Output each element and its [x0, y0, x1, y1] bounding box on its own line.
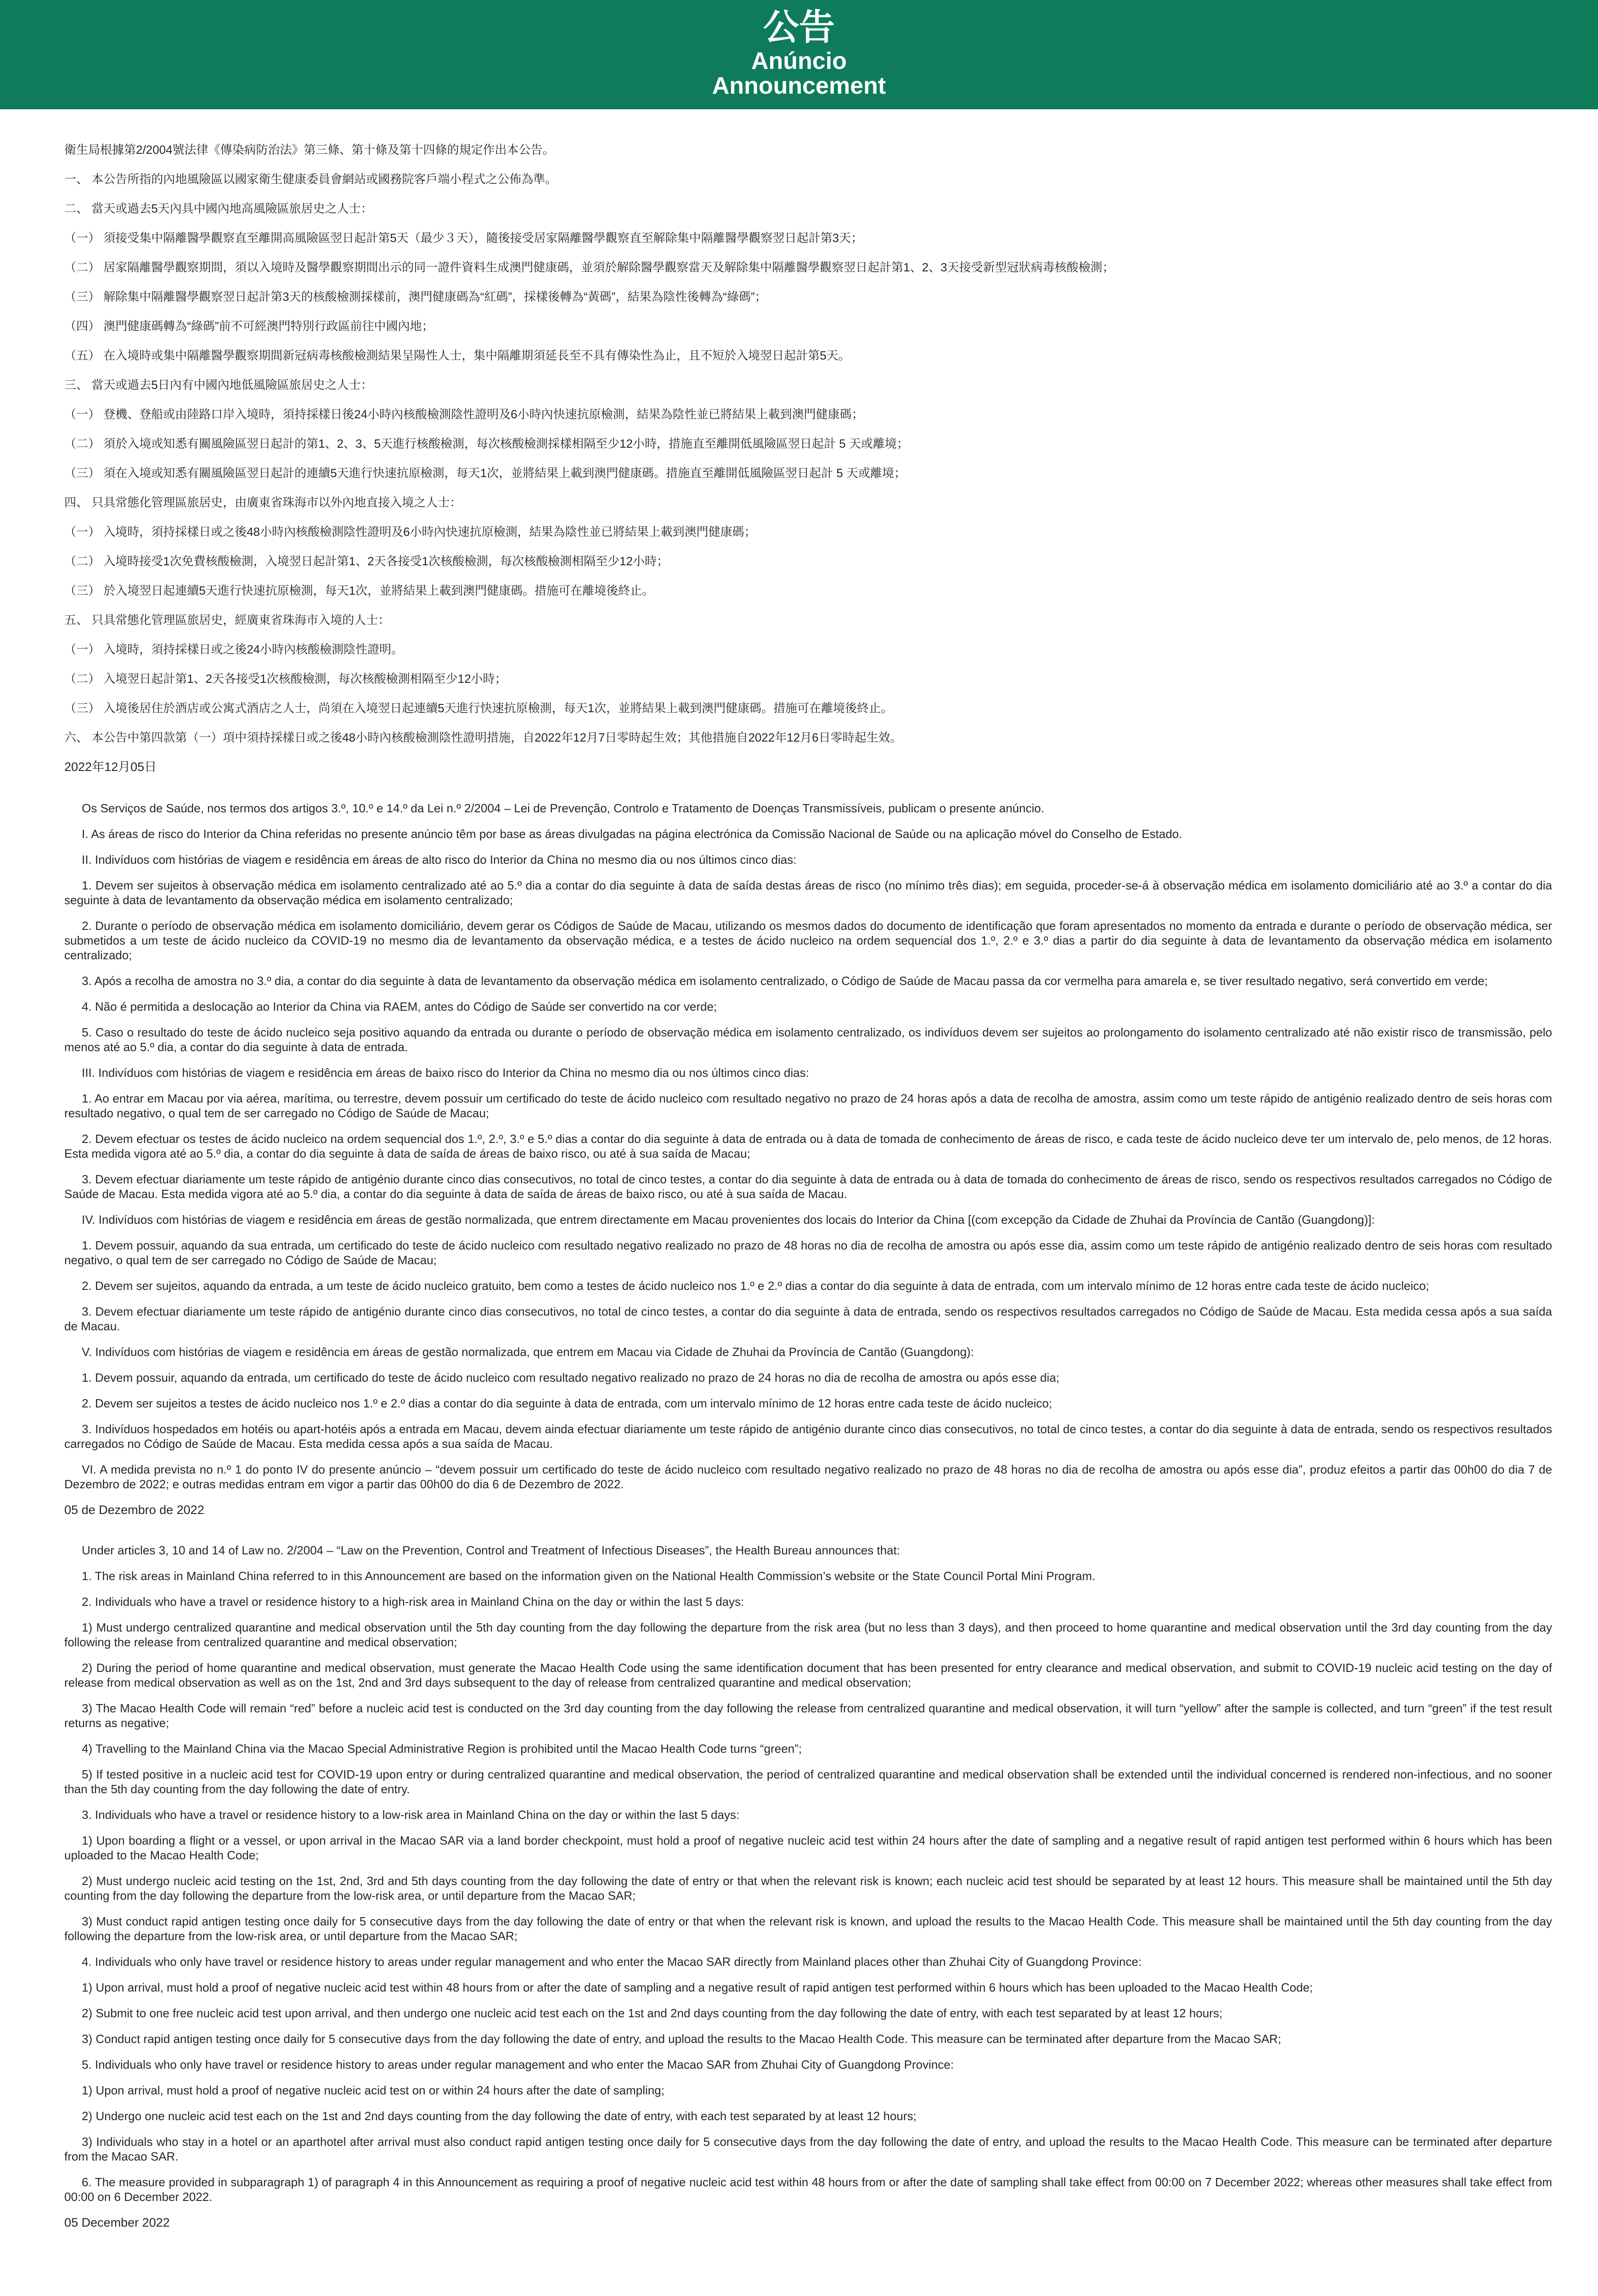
portuguese-paragraph: 5. Caso o resultado do teste de ácido nucleico seja positivo aquando da entrada ou durante o período de observação médica em isolamento centralizado, os indivíduos devem ser sujeitos ao prolongamento do isolamento centralizado até não existir risco de transmissão, pelo menos até ao 5.º dia, a contar do dia seguinte à data de entrada.	[64, 1025, 1552, 1054]
chinese-paragraph: （三） 入境後居住於酒店或公寓式酒店之人士，尚須在入境翌日起連續5天進行快速抗原檢測，每天1次，並將結果上載到澳門健康碼。措施可在離境後終止。	[64, 701, 893, 715]
portuguese-paragraph: 3. Devem efectuar diariamente um teste rápido de antigénio durante cinco dias consecutivos, no total de cinco testes, a contar do dia seguinte à data de entrada, sendo os respectivos resultados carregados no Código de Saúde de Macau. Esta medida cessa após a sua saída de Macau.	[64, 1305, 1552, 1333]
portuguese-paragraph: Os Serviços de Saúde, nos termos dos artigos 3.º, 10.º e 14.º da Lei n.º 2/2004 – Lei de Prevenção, Controlo e Tratamento de Doenças Transmissíveis, publicam o presente anúncio.	[82, 801, 1045, 815]
portuguese-paragraph: I. As áreas de risco do Interior da China referidas no presente anúncio têm por base as áreas divulgadas na página electrónica da Comissão Nacional de Saúde ou na aplicação móvel do Conselho de Estado.	[82, 827, 1182, 841]
title-chinese: 公告	[763, 7, 835, 47]
english-paragraph: 3) Individuals who stay in a hotel or an aparthotel after arrival must also conduct rapid antigen testing once daily for 5 consecutive days from the day following the date of entry, and upload the results to the Macao Health Code. This measure can be terminated after departure from the Macao SAR.	[64, 2135, 1552, 2163]
chinese-paragraph: 六、 本公告中第四款第（一）項中須持採樣日或之後48小時內核酸檢測陰性證明措施，自2022年12月7日零時起生效；其他措施自2022年12月6日零時起生效。	[64, 731, 902, 744]
portuguese-date: 05 de Dezembro de 2022	[64, 1503, 204, 1517]
english-date: 05 December 2022	[64, 2216, 170, 2229]
chinese-paragraph: 衛生局根據第2/2004號法律《傳染病防治法》第三條、第十條及第十四條的規定作出本公告。	[64, 143, 555, 157]
chinese-paragraph: （三） 須在入境或知悉有關風險區翌日起計的連續5天進行快速抗原檢測，每天1次，並將結果上載到澳門健康碼。措施直至離開低風險區翌日起計 5 天或離境；	[64, 466, 906, 480]
chinese-paragraph: （四） 澳門健康碼轉為“綠碼”前不可經澳門特別行政區前往中國內地；	[64, 319, 434, 333]
chinese-paragraph: （二） 入境翌日起計第1、2天各接受1次核酸檢測，每次核酸檢測相隔至少12小時；	[64, 672, 507, 686]
chinese-paragraph: 三、 當天或過去5日內有中國內地低風險區旅居史之人士：	[64, 378, 373, 392]
chinese-paragraph: （二） 居家隔離醫學觀察期間，須以入境時及醫學觀察期間出示的同一證件資料生成澳門健康碼，並須於解除醫學觀察當天及解除集中隔離醫學觀察翌日起計第1、2、3天接受新型冠狀病毒核酸檢測；	[64, 260, 1114, 274]
chinese-paragraph: （二） 入境時接受1次免費核酸檢測，入境翌日起計第1、2天各接受1次核酸檢測，每次核酸檢測相隔至少12小時；	[64, 554, 669, 568]
portuguese-paragraph: V. Indivíduos com histórias de viagem e residência em áreas de gestão normalizada, que entrem em Macau via Cidade de Zhuhai da Província de Cantão (Guangdong):	[82, 1345, 974, 1359]
portuguese-paragraph: 2. Durante o período de observação médica em isolamento domiciliário, devem gerar os Códigos de Saúde de Macau, utilizando os mesmos dados do documento de identificação que foram apresentados no momento da entrada e durante o período de observação médica, ser submetidos a um teste de ácido nucleico da COVID-19 no mesmo dia de levantamento da observação médica, e a testes de ácido nucleico na ordem sequencial dos 1.º, 2.º e 3.º dias a partir do dia seguinte à data de levantamento da observação médica em isolamento centralizado;	[64, 919, 1552, 962]
portuguese-section	[64, 801, 1552, 1517]
english-paragraph: 2) Must undergo nucleic acid testing on the 1st, 2nd, 3rd and 5th days counting from the day following the date of entry or that when the relevant risk is known; each nucleic acid test should be separated by at least 12 hours. This measure shall be maintained until the 5th day counting from the day following the departure from the low-risk area, or until departure from the Macao SAR;	[64, 1874, 1552, 1902]
english-paragraph: 2) During the period of home quarantine and medical observation, must generate the Macao Health Code using the same identification document that has been presented for entry clearance and medical observation, and submit to COVID-19 nucleic acid testing on the day of release from medical observation as well as on the 1st, 2nd and 3rd days subsequent to the day of release from centralized quarantine and medical observation;	[64, 1661, 1552, 1689]
english-paragraph: 5. Individuals who only have travel or residence history to areas under regular management and who enter the Macao SAR from Zhuhai City of Guangdong Province:	[82, 2058, 954, 2071]
announcement-header	[0, 0, 1598, 109]
chinese-paragraph: （三） 解除集中隔離醫學觀察翌日起計第3天的核酸檢測採樣前，澳門健康碼為“紅碼”，採樣後轉為“黃碼”，結果為陰性後轉為“綠碼”；	[64, 290, 767, 304]
chinese-paragraph: （一） 入境時，須持採樣日或之後24小時內核酸檢測陰性證明。	[64, 642, 404, 656]
english-paragraph: 1) Upon arrival, must hold a proof of negative nucleic acid test on or within 24 hours after the date of sampling;	[82, 2083, 664, 2097]
portuguese-paragraph: 4. Não é permitida a deslocação ao Interior da China via RAEM, antes do Código de Saúde ser convertido na cor verde;	[82, 1000, 717, 1013]
chinese-paragraph: （二） 須於入境或知悉有關風險區翌日起計的第1、2、3、5天進行核酸檢測，每次核酸檢測採樣相隔至少12小時，措施直至離開低風險區翌日起計 5 天或離境；	[64, 437, 909, 450]
portuguese-paragraph: 3. Após a recolha de amostra no 3.º dia, a contar do dia seguinte à data de levantamento da observação médica em isolamento centralizado, o Código de Saúde de Macau passa da cor vermelha para amarela e, se tiver resultado negativo, será convertido em verde;	[82, 974, 1488, 988]
chinese-paragraph: 五、 只具常態化管理區旅居史，經廣東省珠海市入境的人士：	[64, 613, 390, 627]
title-portuguese: Anúncio	[751, 48, 847, 74]
portuguese-paragraph: 2. Devem ser sujeitos, aquando da entrada, a um teste de ácido nucleico gratuito, bem como a testes de ácido nucleico nos 1.º e 2.º dias a contar do dia seguinte à data de entrada, com um intervalo mínimo de 12 horas entre cada teste de ácido nucleico;	[82, 1279, 1429, 1293]
portuguese-paragraph: 1. Devem possuir, aquando da sua entrada, um certificado do teste de ácido nucleico com resultado negativo realizado no prazo de 48 horas no dia de recolha de amostra ou após esse dia, assim como um teste rápido de antigénio realizado dentro de seis horas com resultado negativo, o qual tem de ser carregado no Código de Saúde de Macau;	[64, 1238, 1552, 1267]
english-paragraph: Under articles 3, 10 and 14 of Law no. 2/2004 – “Law on the Prevention, Control and Treatment of Infectious Diseases”, the Health Bureau announces that:	[82, 1543, 900, 1557]
chinese-paragraph: （五） 在入境時或集中隔離醫學觀察期間新冠病毒核酸檢測結果呈陽性人士，集中隔離期須延長至不具有傳染性為止，且不短於入境翌日起計第5天。	[64, 349, 850, 362]
chinese-paragraph: 二、 當天或過去5天內具中國內地高風險區旅居史之人士：	[64, 202, 373, 215]
english-paragraph: 3) Conduct rapid antigen testing once daily for 5 consecutive days from the day following the date of entry, and upload the results to the Macao Health Code. This measure can be terminated after departure from the Macao SAR;	[82, 2032, 1282, 2046]
portuguese-paragraph: 3. Indivíduos hospedados em hotéis ou apart-hotéis após a entrada em Macau, devem ainda efectuar diariamente um teste rápido de antigénio durante cinco dias consecutivos, no total de cinco testes, a contar do dia seguinte à data de entrada, sendo os respectivos resultados carregados no Código de Saúde de Macau. Esta medida cessa após a sua saída de Macau.	[64, 1422, 1552, 1451]
english-paragraph: 3) Must conduct rapid antigen testing once daily for 5 consecutive days from the day following the date of entry or that when the relevant risk is known, and upload the results to the Macao Health Code. This measure shall be maintained until the 5th day counting from the day following the departure from the low-risk area, or until departure from the Macao SAR;	[64, 1914, 1552, 1943]
portuguese-paragraph: IV. Indivíduos com histórias de viagem e residência em áreas de gestão normalizada, que entrem directamente em Macau provenientes dos locais do Interior da China [(com excepção da Cidade de Zhuhai da Província de Cantão (Guangdong)]:	[82, 1213, 1375, 1227]
chinese-paragraph: （三） 於入境翌日起連續5天進行快速抗原檢測，每天1次，並將結果上載到澳門健康碼。措施可在離境後終止。	[64, 584, 654, 597]
english-paragraph: 5) If tested positive in a nucleic acid test for COVID-19 upon entry or during centralized quarantine and medical observation, the period of centralized quarantine and medical observation shall be extended until the individual concerned is rendered non-infectious, and no sooner than the 5th day counting from the day following the date of entry.	[64, 1767, 1552, 1796]
announcement-body	[64, 142, 1552, 2256]
chinese-date: 2022年12月05日	[64, 760, 157, 774]
english-paragraph: 1) Must undergo centralized quarantine and medical observation until the 5th day counting from the day following the departure from the risk area (but no less than 3 days), and then proceed to home quarantine and medical observation until the 3rd day counting from the day following the release from centralized quarantine and medical observation;	[64, 1621, 1552, 1649]
english-paragraph: 4. Individuals who only have travel or residence history to areas under regular management and who enter the Macao SAR directly from Mainland places other than Zhuhai City of Guangdong Province:	[82, 1955, 1142, 1969]
english-paragraph: 2) Submit to one free nucleic acid test upon arrival, and then undergo one nucleic acid test each on the 1st and 2nd days counting from the day following the date of entry, with each test separated by at least 12 hours;	[82, 2006, 1223, 2020]
chinese-paragraph: 一、 本公告所指的內地風險區以國家衛生健康委員會網站或國務院客戶端小程式之公佈為準。	[64, 172, 557, 186]
portuguese-paragraph: VI. A medida prevista no n.º 1 do ponto IV do presente anúncio – “devem possuir um certificado do teste de ácido nucleico com resultado negativo realizado no prazo de 48 horas no dia de recolha de amostra ou após esse dia”, produz efeitos a partir das 00h00 do dia 7 de Dezembro de 2022; e outras medidas entram em vigor a partir das 00h00 do dia 6 de Dezembro de 2022.	[64, 1463, 1552, 1491]
title-english: Announcement	[712, 73, 886, 99]
portuguese-paragraph: 1. Devem ser sujeitos à observação médica em isolamento centralizado até ao 5.º dia a contar do dia seguinte à data de saída destas áreas de risco (no mínimo três dias); em seguida, proceder-se-á à observação médica em isolamento domiciliário até ao 3.º a contar do dia seguinte à data de levantamento da observação médica em isolamento centralizado;	[64, 878, 1552, 907]
portuguese-paragraph: II. Indivíduos com histórias de viagem e residência em áreas de alto risco do Interior da China no mesmo dia ou nos últimos cinco dias:	[82, 853, 797, 867]
english-paragraph: 3. Individuals who have a travel or residence history to a low-risk area in Mainland China on the day or within the last 5 days:	[82, 1808, 740, 1822]
portuguese-paragraph: 3. Devem efectuar diariamente um teste rápido de antigénio durante cinco dias consecutivos, no total de cinco testes, a contar do dia seguinte à data de entrada ou à data de tomada do conhecimento de áreas de risco, sendo os respectivos resultados carregados no Código de Saúde de Macau. Esta medida vigora até ao 5.º dia, a contar do dia seguinte à data de saída de áreas de baixo risco, ou até à sua saída de Macau.	[64, 1172, 1552, 1201]
chinese-paragraph: 四、 只具常態化管理區旅居史，由廣東省珠海市以外內地直接入境之人士：	[64, 495, 462, 509]
chinese-paragraph: （一） 入境時，須持採樣日或之後48小時內核酸檢測陰性證明及6小時內快速抗原檢測，結果為陰性並已將結果上載到澳門健康碼；	[64, 525, 756, 539]
english-section	[64, 1543, 1552, 2230]
portuguese-paragraph: 2. Devem ser sujeitos a testes de ácido nucleico nos 1.º e 2.º dias a contar do dia seguinte à data de entrada, com um intervalo mínimo de 12 horas entre cada teste de ácido nucleico;	[82, 1396, 1052, 1410]
chinese-paragraph: （一） 登機、登船或由陸路口岸入境時，須持採樣日後24小時內核酸檢測陰性證明及6小時內快速抗原檢測，結果為陰性並已將結果上載到澳門健康碼；	[64, 407, 864, 421]
english-paragraph: 1) Upon boarding a flight or a vessel, or upon arrival in the Macao SAR via a land border checkpoint, must hold a proof of negative nucleic acid test within 24 hours after the date of sampling and a negative result of rapid antigen test performed within 6 hours which has been uploaded to the Macao Health Code;	[64, 1834, 1552, 1862]
chinese-section	[64, 142, 1552, 774]
portuguese-paragraph: 1. Devem possuir, aquando da entrada, um certificado do teste de ácido nucleico com resultado negativo realizado no prazo de 24 horas no dia de recolha de amostra ou após esse dia;	[82, 1371, 1060, 1384]
english-paragraph: 1) Upon arrival, must hold a proof of negative nucleic acid test within 48 hours from or after the date of sampling and a negative result of rapid antigen test performed within 6 hours which has been uploaded to the Macao Health Code;	[82, 1981, 1313, 1994]
english-paragraph: 4) Travelling to the Mainland China via the Macao Special Administrative Region is prohibited until the Macao Health Code turns “green”;	[82, 1742, 802, 1756]
english-paragraph: 2. Individuals who have a travel or residence history to a high-risk area in Mainland China on the day or within the last 5 days:	[82, 1595, 744, 1609]
english-paragraph: 2) Undergo one nucleic acid test each on the 1st and 2nd days counting from the day following the date of entry, with each test separated by at least 12 hours;	[82, 2109, 917, 2123]
portuguese-paragraph: 2. Devem efectuar os testes de ácido nucleico na ordem sequencial dos 1.º, 2.º, 3.º e 5.º dias a contar do dia seguinte à data de entrada ou à data de tomada de conhecimento de áreas de risco, e cada teste de ácido nucleico deve ter um intervalo de, pelo menos, de 12 horas. Esta medida vigora até ao 5.º dia, a contar do dia seguinte à data de saída de áreas de baixo risco, ou até à sua saída de Macau;	[64, 1132, 1552, 1160]
english-paragraph: 3) The Macao Health Code will remain “red” before a nucleic acid test is conducted on the 3rd day counting from the day following the release from centralized quarantine and medical observation, it will turn “yellow” after the sample is collected, and turn “green” if the test result returns as negative;	[64, 1701, 1552, 1730]
english-paragraph: 6. The measure provided in subparagraph 1) of paragraph 4 in this Announcement as requiring a proof of negative nucleic acid test within 48 hours from or after the date of sampling shall take effect from 00:00 on 7 December 2022; whereas other measures shall take effect from 00:00 on 6 December 2022.	[64, 2175, 1552, 2204]
portuguese-paragraph: 1. Ao entrar em Macau por via aérea, marítima, ou terrestre, devem possuir um certificado do teste de ácido nucleico com resultado negativo no prazo de 24 horas após a data de recolha de amostra, assim como um teste rápido de antigénio realizado dentro de seis horas com resultado negativo, o qual tem de ser carregado no Código de Saúde de Macau;	[64, 1092, 1552, 1120]
chinese-paragraph: （一） 須接受集中隔離醫學觀察直至離開高風險區翌日起計第5天（最少３天），隨後接受居家隔離醫學觀察直至解除集中隔離醫學觀察翌日起計第3天；	[64, 231, 863, 245]
portuguese-paragraph: III. Indivíduos com histórias de viagem e residência em áreas de baixo risco do Interior da China no mesmo dia ou nos últimos cinco dias:	[82, 1066, 809, 1080]
english-paragraph: 1. The risk areas in Mainland China referred to in this Announcement are based on the information given on the National Health Commission’s website or the State Council Portal Mini Program.	[82, 1569, 1096, 1583]
